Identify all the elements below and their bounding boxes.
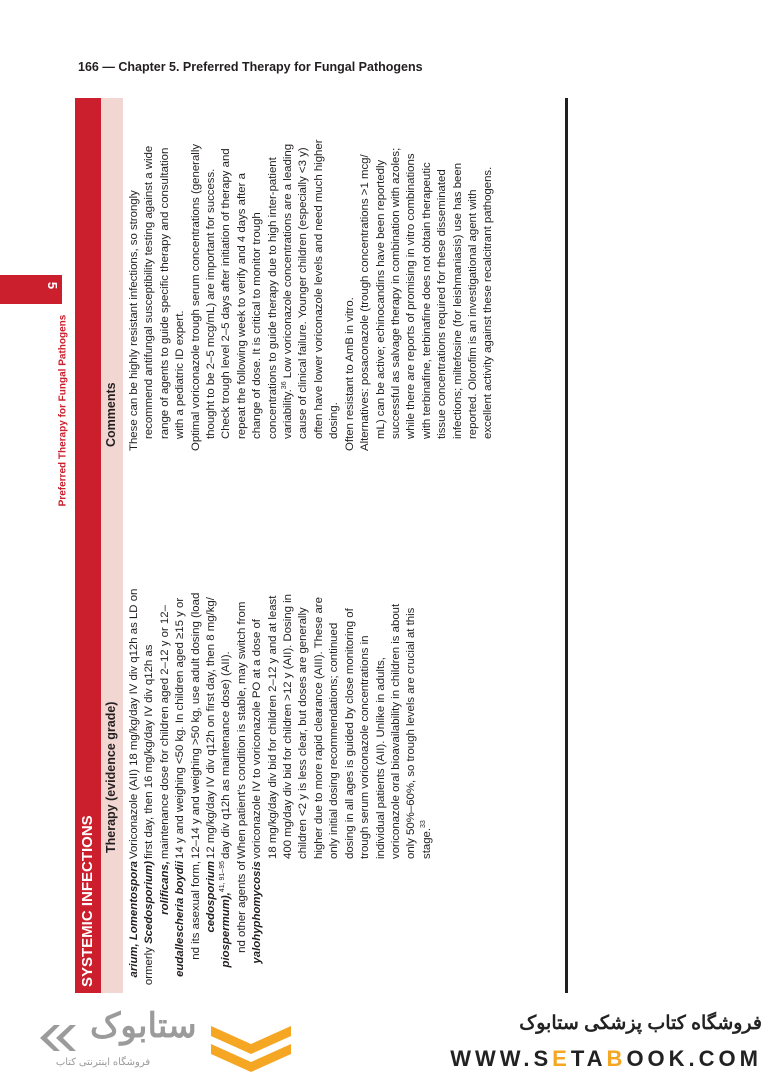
pathogen-line	[142, 861, 157, 993]
site-part: E	[552, 1046, 571, 1071]
comment-line: recommend antifungal susceptibility testing against a wide	[143, 145, 156, 439]
comment-line: dosing.	[328, 402, 341, 439]
site-part: OOK.COM	[626, 1046, 762, 1071]
logo-text: ستابوک	[90, 1007, 197, 1045]
chapter-tab-number: 5	[44, 281, 60, 290]
comment-line: cause of clinical failure. Younger children (especially <3 y)	[297, 147, 310, 439]
therapy-line-part: stage.	[420, 827, 433, 859]
therapy-column-header: Therapy (evidence grade)	[104, 701, 118, 853]
comments-paragraph	[296, 101, 342, 451]
therapy-line: first day, then 16 mg/kg/day IV div q12h as	[143, 644, 156, 859]
comment-line: Often resistant to AmB in vitro.	[343, 297, 356, 451]
pathogen-line: nd its asexual form,	[189, 861, 202, 960]
table-right-rule	[565, 98, 568, 993]
column-header-row	[101, 98, 123, 993]
section-band	[75, 98, 101, 993]
pathogen-line: rolificans,	[158, 861, 171, 915]
pathogen-line: yalohyphomycosis	[251, 861, 264, 964]
site-part: B	[606, 1046, 627, 1071]
comments-paragraph	[358, 101, 497, 451]
therapy-line: trough serum voriconazole concentrations in	[359, 635, 372, 859]
therapy-line: children <2 y is less clear, but doses are generally	[297, 607, 310, 859]
comment-line: often have lower voriconazole levels and need much higher	[312, 139, 325, 439]
comment-line: tissue concentrations required for these disseminated	[436, 169, 449, 439]
therapy-line: individual patients (AII). Unlike in adults,	[374, 657, 387, 859]
comment-line: thought to be 2–5 mcg/mL) are important for success.	[205, 168, 218, 439]
therapy-line: 400 mg/day div bid for children >12 y (AII). Dosing in	[282, 594, 295, 859]
comment-line: reported. Olorofim is an investigational agent with	[466, 189, 479, 439]
therapy-line: day div q12h as maintenance dose) (AII).	[220, 651, 233, 859]
comment-line: infections; miltefosine (for leishmaniasis) use has been	[451, 162, 464, 439]
therapy-line: 14 y and weighing <50 kg. In children aged ≥15 y or	[174, 597, 187, 859]
reference-superscript: 36	[281, 381, 289, 390]
pathogen-line-part: Scedosporium)	[143, 861, 156, 944]
therapy-line: Voriconazole (AII) 18 mg/kg/day IV div q12h as LD on	[128, 588, 140, 859]
pathogen-line: arium, Lomentospora	[128, 861, 140, 978]
pathogen-line: nd other agents of	[235, 861, 248, 953]
pathogen-cell	[127, 861, 266, 993]
side-running-title	[53, 305, 69, 525]
therapy-line: maintenance dose for children aged 2–12 y or 12–	[158, 605, 171, 859]
comment-line: with a pediatric ID expert.	[174, 310, 187, 439]
comment-line-part: Low voriconazole concentrations are a leading	[282, 143, 295, 382]
therapy-cell	[127, 475, 435, 859]
rotated-table-viewport	[75, 98, 565, 993]
comment-line: Check trough level 2–5 days after initiation of therapy and	[220, 148, 233, 439]
therapy-line: 12 mg/kg/day IV div q12h on first day, then 8 mg/kg/	[205, 597, 218, 859]
comment-line: range of agents to guide specific therapy and consultation	[158, 147, 171, 439]
comments-paragraph	[189, 101, 281, 451]
therapy-line: voriconazole IV to voriconazole PO at a dose of	[251, 619, 264, 859]
therapy-line: 12–14 y and weighing >50 kg, use adult dosing (load	[189, 592, 202, 859]
comment-line: successful as salvage therapy in combination with azoles;	[389, 147, 402, 439]
comments-paragraph	[343, 101, 358, 451]
comment-line: while there are reports of promising in vitro combinations	[405, 153, 418, 439]
therapy-line: 18 mg/kg/day div bid for children 2–12 y and at least	[266, 595, 279, 859]
therapy-line	[420, 475, 435, 859]
comment-line: with terbinafine, terbinafine does not obtain therapeutic	[420, 162, 433, 439]
store-website	[400, 1046, 762, 1072]
comment-line-part: variability.	[282, 389, 295, 439]
section-title: SYSTEMIC INFECTIONS	[79, 815, 96, 987]
comment-line: concentrations to guide therapy due to high inter-patient	[266, 157, 279, 439]
orange-chevrons-icon	[206, 1018, 296, 1072]
site-part: WWW.S	[450, 1046, 553, 1071]
comment-line: excellent activity against these recalcitrant pathogens.	[482, 166, 495, 439]
comments-cell	[127, 101, 497, 451]
therapy-lines	[127, 475, 420, 859]
site-part: TA	[570, 1046, 607, 1071]
comment-line: Optimal voriconazole trough serum concentrations (generally	[189, 143, 202, 451]
comment-line: repeat the following week to verify and 4 days after a	[235, 173, 248, 439]
logo-subtitle: فروشگاه اینترنتی کتاب	[55, 1057, 151, 1068]
store-title: فروشگاه کتاب پزشکی ستابوک	[519, 1013, 762, 1034]
comments-column-header: Comments	[104, 382, 118, 447]
side-running-title-text: Preferred Therapy for Fungal Pathogens	[57, 314, 69, 507]
pathogen-line	[219, 861, 234, 993]
pathogen-line-part: ormerly	[143, 943, 156, 986]
page-number: 166	[78, 60, 99, 74]
running-header	[78, 60, 423, 74]
comment-line	[281, 101, 296, 451]
comments-paragraph	[127, 101, 189, 451]
therapy-line: higher due to more rapid clearance (AIII). These are	[312, 597, 325, 859]
rotated-table	[75, 98, 565, 993]
pathogen-line: cedosporium	[205, 861, 218, 933]
chapter-title: Chapter 5. Preferred Therapy for Fungal Pathogens	[118, 60, 423, 74]
therapy-line: only initial dosing recommendations; continued	[328, 622, 341, 859]
reference-superscript: 33	[419, 820, 427, 828]
therapy-line: voriconazole oral bioavailability in children is about	[389, 603, 402, 859]
chapter-tab	[0, 275, 62, 304]
comment-line: mL) can be active; echinocandins have been reportedly	[374, 159, 387, 439]
comment-line: Alternatives: posaconazole (trough concentrations >1 mcg/	[359, 154, 372, 451]
comment-line: These can be highly resistant infections, so strongly	[128, 190, 140, 451]
header-separator: —	[102, 60, 115, 74]
comment-line: change of dose. It is critical to monitor trough	[251, 212, 264, 439]
pathogen-line: eudallescheria boydii	[174, 861, 187, 977]
therapy-line: only 50%–60%, so trough levels are crucial at this	[405, 607, 418, 859]
therapy-line: dosing in all ages is guided by close monitoring of	[343, 608, 356, 859]
therapy-line: When patient's condition is stable, may switch from	[235, 601, 248, 859]
reference-superscript: 41, 91–95	[219, 861, 227, 893]
pathogen-line-part: piospermum),	[220, 892, 233, 968]
